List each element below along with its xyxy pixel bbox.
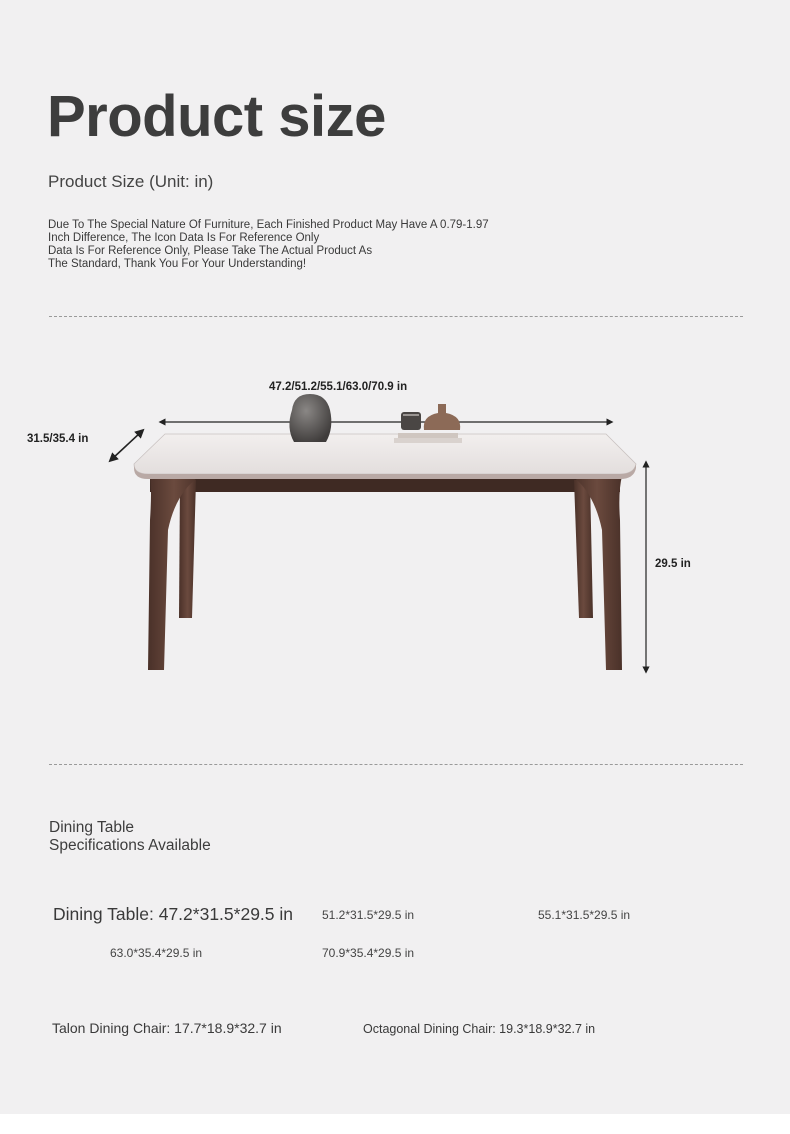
length-label: 47.2/51.2/55.1/63.0/70.9 in <box>269 381 408 393</box>
table-leg <box>574 480 593 618</box>
spec-option: 55.1*31.5*29.5 in <box>538 908 631 922</box>
spec-option: 63.0*35.4*29.5 in <box>110 946 203 960</box>
tabletop <box>134 434 636 474</box>
table-leg <box>179 480 196 618</box>
divider-bottom <box>49 764 743 765</box>
depth-arrow <box>112 432 141 459</box>
page-subtitle: Product Size (Unit: in) <box>48 172 214 191</box>
book-stack <box>394 438 462 443</box>
spec-main: Dining Table: 47.2*31.5*29.5 in <box>53 904 294 924</box>
divider-top <box>49 316 743 317</box>
chair-spec-talon: Talon Dining Chair: 17.7*18.9*32.7 in <box>52 1020 282 1036</box>
chair-spec-octagonal: Octagonal Dining Chair: 19.3*18.9*32.7 in <box>363 1022 596 1036</box>
vase-decor <box>289 394 331 442</box>
disclaimer-line: Data Is For Reference Only, Please Take The Actual Product As <box>48 245 373 257</box>
page-title: Product size <box>47 84 386 149</box>
disclaimer-line: Inch Difference, The Icon Data Is For Reference Only <box>48 232 320 244</box>
disclaimer-line: Due To The Special Nature Of Furniture, Each Finished Product May Have A 0.79-1.97 <box>48 219 489 231</box>
disclaimer-line: The Standard, Thank You For Your Understanding! <box>48 258 307 270</box>
depth-label: 31.5/35.4 in <box>27 433 89 445</box>
spec-option: 51.2*31.5*29.5 in <box>322 908 415 922</box>
spec-heading-line: Dining Table <box>49 819 135 836</box>
height-label: 29.5 in <box>655 558 691 570</box>
dining-table-illustration <box>0 380 790 690</box>
vessel-decor <box>424 404 460 430</box>
spec-heading-line: Specifications Available <box>49 837 211 854</box>
spec-heading <box>49 819 211 855</box>
bottom-strip <box>0 1114 790 1134</box>
spec-option: 70.9*35.4*29.5 in <box>322 946 415 960</box>
disclaimer-text <box>48 219 528 271</box>
